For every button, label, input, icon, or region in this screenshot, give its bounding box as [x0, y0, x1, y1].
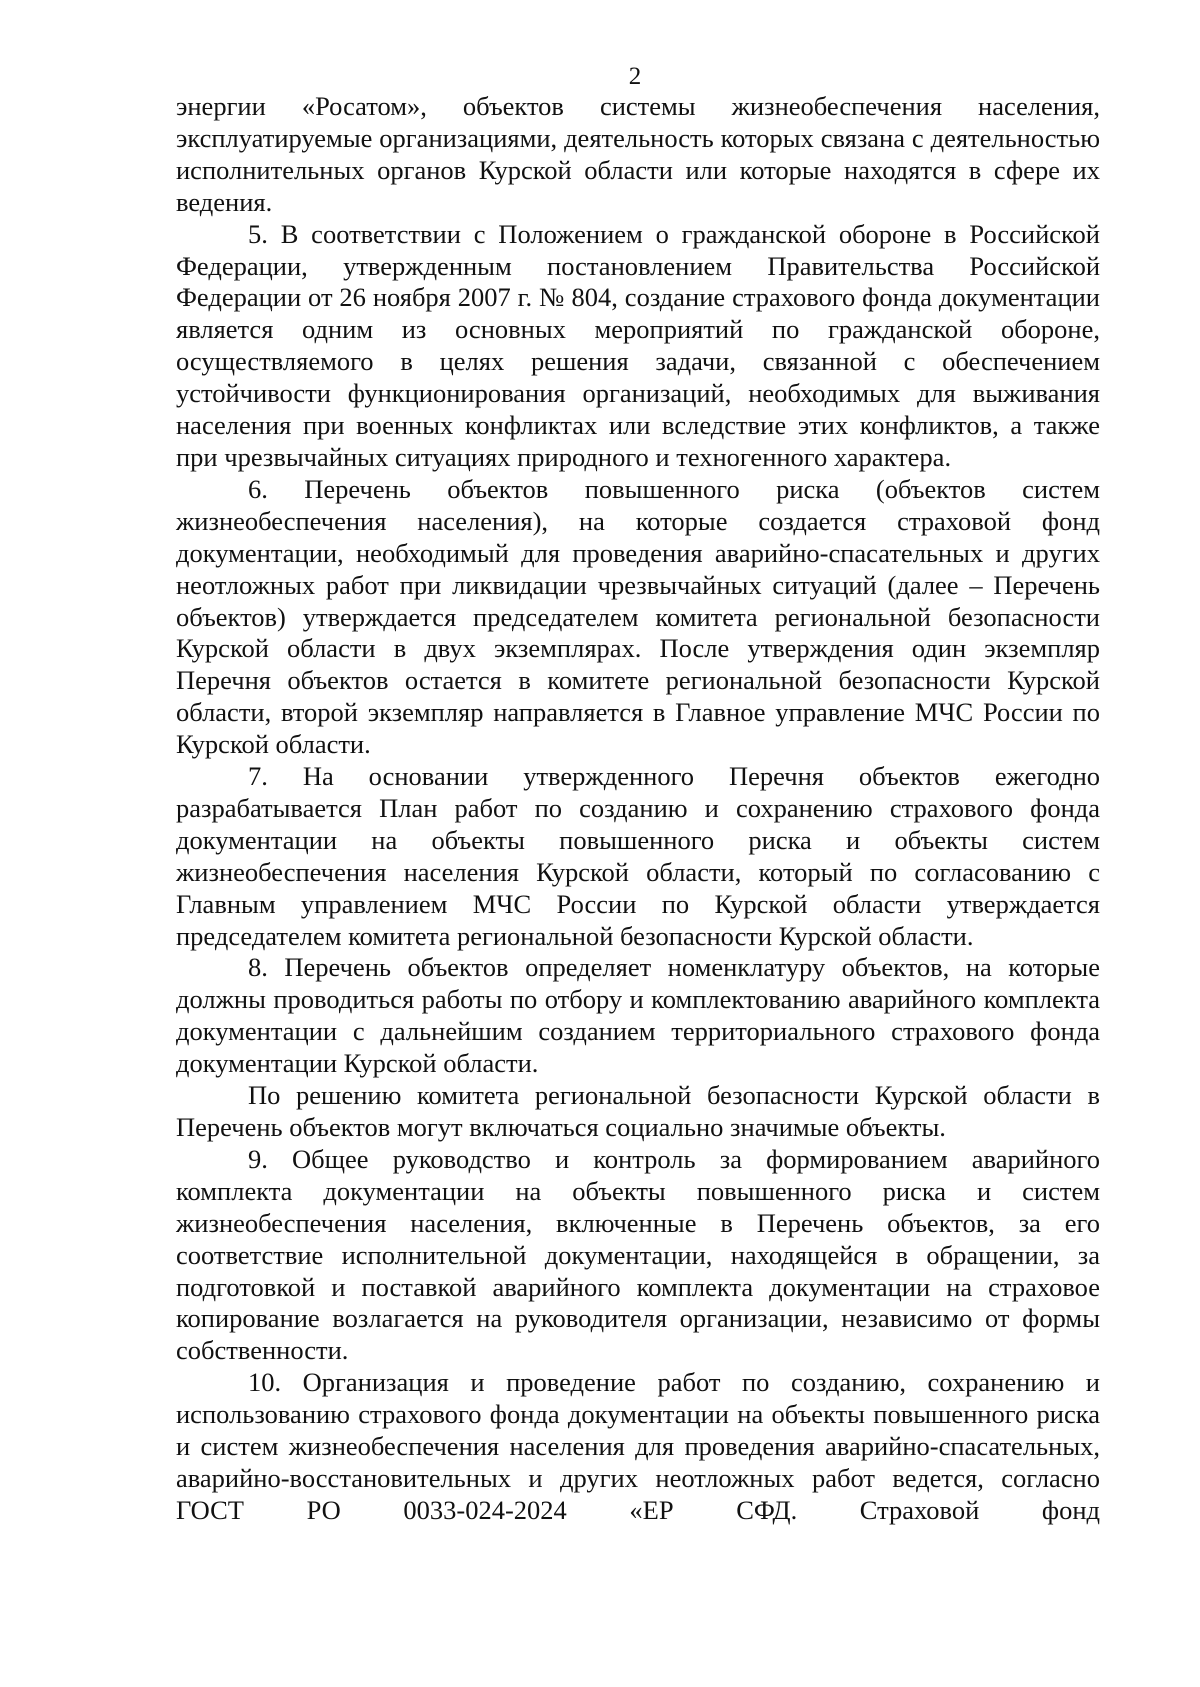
page-number: 2 — [628, 63, 642, 90]
paragraph-6: 6. Перечень объектов повышенного риска (объектов систем жизнеобеспечения населения), на которые создается страховой фонд документации, необходимый для проведения аварийно-спасательных и других неотложных работ при ликвидации чрезвычайных ситуаций (далее – Перечень объектов) утверждается председателем комитета региональной безопасности Курской области в двух экземплярах. После утверждения один экземпляр Перечня объектов остается в комитете региональной безопасности Курской области, второй экземпляр направляется в Главное управление МЧС России по Курской области. — [176, 473, 1100, 760]
paragraph-8: 8. Перечень объектов определяет номенклатуру объектов, на которые должны проводиться работы по отбору и комплектованию аварийного комплекта документации с дальнейшим созданием территориального страхового фонда документации Курской области. — [176, 952, 1100, 1079]
paragraph-10: 10. Организация и проведение работ по созданию, сохранению и использованию страхового фонда документации на объекты повышенного риска и систем жизнеобеспечения населения для проведения аварийно-спасательных, аварийно-восстановительных и других неотложных работ ведется, согласно ГОСТ РО 0033-024-2024 «ЕР СФД. Страховой фонд — [176, 1367, 1100, 1525]
paragraph-7: 7. На основании утвержденного Перечня объектов ежегодно разрабатывается План работ по созданию и сохранению страхового фонда документации на объекты повышенного риска и объекты систем жизнеобеспечения населения Курской области, который по согласованию с Главным управлением МЧС России по Курской области утверждается председателем комитета региональной безопасности Курской области. — [176, 761, 1100, 951]
paragraph-9: 9. Общее руководство и контроль за формированием аварийного комплекта документации на объекты повышенного риска и систем жизнеобеспечения населения, включенные в Перечень объектов, за его соответствие исполнительной документации, находящейся в обращении, за подготовкой и поставкой аварийного комплекта документации на страховое копирование возлагается на руководителя организации, независимо от формы собственности. — [176, 1143, 1100, 1366]
document-body — [176, 91, 1100, 1527]
paragraph-continuation: энергии «Росатом», объектов системы жизнеобеспечения населения, эксплуатируемые организациями, деятельность которых связана с деятельностью исполнительных органов Курской области или которые находятся в сфере их ведения. — [176, 91, 1100, 217]
paragraph-8-addendum: По решению комитета региональной безопасности Курской области в Перечень объектов могут включаться социально значимые объекты. — [176, 1080, 1100, 1142]
paragraph-5: 5. В соответствии с Положением о гражданской обороне в Российской Федерации, утвержденным постановлением Правительства Российской Федерации от 26 ноября 2007 г. № 804, создание страхового фонда документации является одним из основных мероприятий по гражданской обороне, осуществляемого в целях решения задачи, связанной с обеспечением устойчивости функционирования организаций, необходимых для выживания населения при военных конфликтах или вследствие этих конфликтов, а также при чрезвычайных ситуациях природного и техногенного характера. — [176, 218, 1100, 472]
